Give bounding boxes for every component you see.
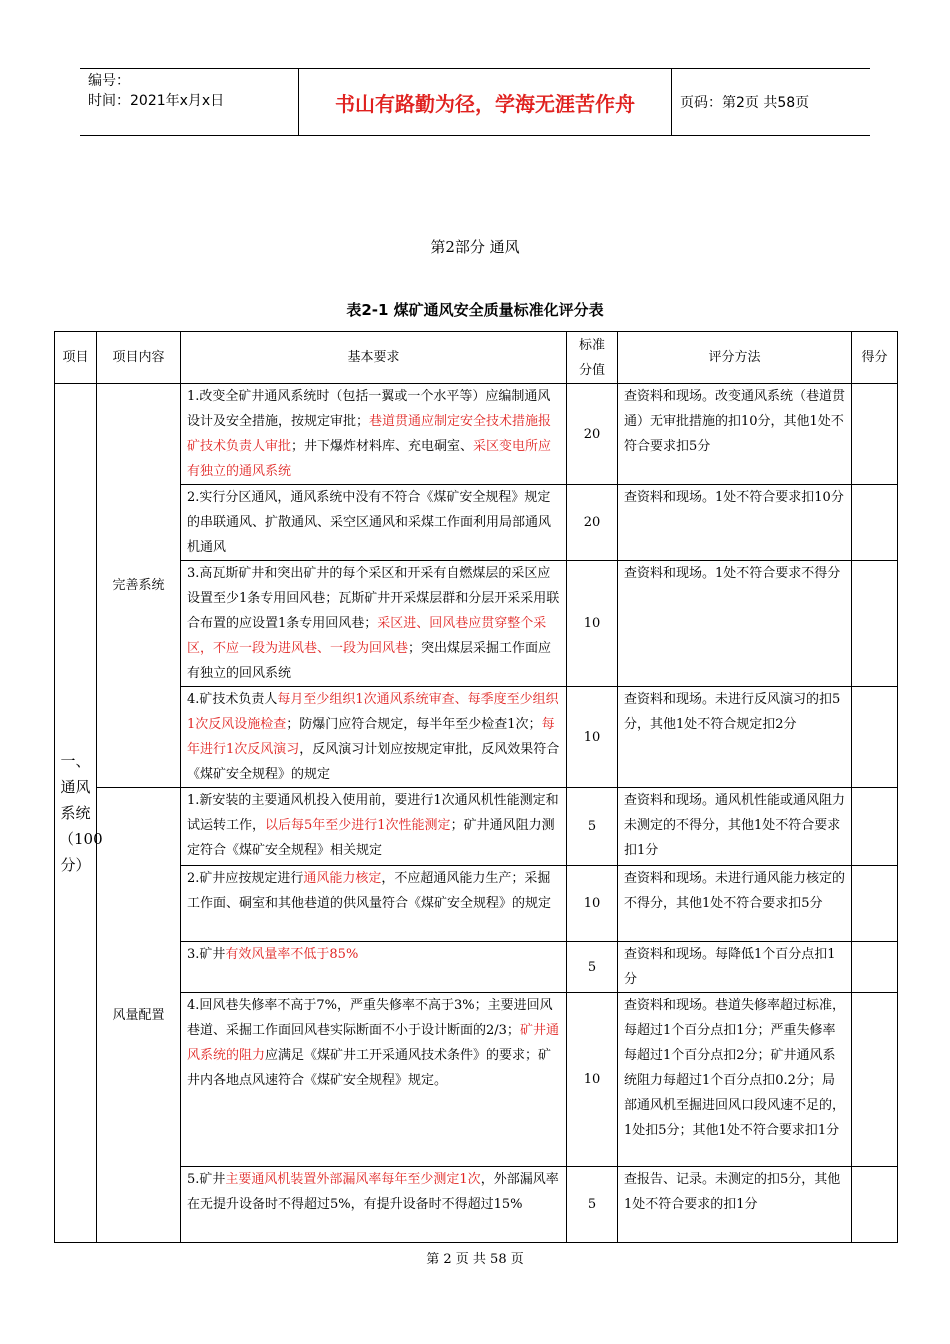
table-row	[55, 788, 898, 866]
table-body	[55, 384, 898, 1243]
header-content: 项目内容	[97, 332, 181, 384]
group-label: 风量配置	[97, 788, 181, 1243]
method-cell: 查资料和现场。未进行反风演习的扣5分，其他1处不符合规定扣2分	[618, 687, 852, 788]
result-cell[interactable]	[852, 561, 898, 687]
requirement-cell	[181, 384, 567, 485]
result-cell[interactable]	[852, 993, 898, 1167]
method-cell: 查报告、记录。未测定的扣5分，其他1处不符合要求的扣1分	[618, 1167, 852, 1243]
requirement-cell	[181, 788, 567, 866]
result-cell[interactable]	[852, 788, 898, 866]
requirement-text: 1.新安装的主要通风机投入使用前，要进行1次通风机性能测定和试运转工作，	[187, 793, 559, 833]
requirement-text: 4.矿技术负责人	[187, 692, 278, 707]
highlighted-text: 巷道贯通应制定安全技术措施报矿技术负责人审批	[187, 414, 552, 454]
page-footer: 第 2 页 共 58 页	[426, 1252, 524, 1267]
scoring-table	[54, 331, 898, 1243]
highlighted-text: 采区变电所应有独立的通风系统	[187, 439, 552, 479]
highlighted-text: 通风能力核定	[303, 871, 382, 886]
table-row	[55, 561, 898, 687]
result-cell[interactable]	[852, 942, 898, 993]
date-label: 时间：2021年x月x日	[88, 93, 225, 109]
requirement-text: ；突出煤层采掘工作面应有独立的回风系统	[187, 641, 552, 681]
header-score: 标准分值	[567, 332, 618, 384]
score-cell: 5	[567, 942, 618, 993]
requirement-text: ；防爆门应符合规定，每半年至少检查1次；	[286, 717, 542, 732]
requirement-cell	[181, 993, 567, 1167]
score-cell: 5	[567, 788, 618, 866]
group-label: 完善系统	[97, 384, 181, 788]
header-info	[80, 69, 299, 135]
highlighted-text: 主要通风机装置外部漏风率每年至少测定1次	[225, 1172, 481, 1187]
result-cell[interactable]	[852, 866, 898, 942]
score-cell: 5	[567, 1167, 618, 1243]
method-cell: 查资料和现场。巷道失修率超过标准，每超过1个百分点扣1分；严重失修率每超过1个百分点扣2分；矿井通风系统阻力每超过1个百分点扣0.2分；局部通风机至掘进回风口段风速不足的，1处扣5分；其他1处不符合要求扣1分	[618, 993, 852, 1167]
requirement-cell	[181, 485, 567, 561]
header-method: 评分方法	[618, 332, 852, 384]
requirement-text: ，外部漏风率在无提升设备时不得超过5%，有提升设备时不得超过15%	[187, 1172, 559, 1212]
score-cell: 10	[567, 993, 618, 1167]
requirement-text: ，反风演习计划应按规定审批，反风效果符合《煤矿安全规程》的规定	[187, 742, 560, 782]
requirement-cell	[181, 866, 567, 942]
requirement-text: 3.高瓦斯矿井和突出矿井的每个采区和开采有自燃煤层的采区应设置至少1条专用回风巷；瓦斯矿井开采煤层群和分层开采采用联合布置的应设置1条专用回风巷；	[187, 566, 560, 631]
number-label: 编号：	[88, 73, 130, 89]
table-row	[55, 942, 898, 993]
part-title: 第2部分 通风	[430, 238, 520, 256]
table-row	[55, 687, 898, 788]
highlighted-text: 有效风量率不低于85%	[225, 947, 359, 962]
requirement-text: ；矿井通风阻力测定符合《煤矿安全规程》相关规定	[187, 818, 555, 858]
result-cell[interactable]	[852, 485, 898, 561]
table-row	[55, 1167, 898, 1243]
method-cell: 查资料和现场。通风机性能或通风阻力未测定的不得分，其他1处不符合要求扣1分	[618, 788, 852, 866]
highlighted-text: 矿井通风系统的阻力	[187, 1023, 559, 1063]
requirement-text: ；井下爆炸材料库、充电硐室、	[291, 439, 474, 454]
score-cell: 20	[567, 485, 618, 561]
header-page-label: 页码：第2页 共58页	[680, 95, 810, 111]
requirement-text: 3.矿井	[187, 947, 226, 962]
highlighted-text: 以后每5年至少进行1次性能测定	[265, 818, 451, 833]
table-header-row	[55, 332, 898, 384]
method-cell: 查资料和现场。改变通风系统（巷道贯通）无审批措施的扣10分，其他1处不符合要求扣5分	[618, 384, 852, 485]
header-result: 得分	[852, 332, 898, 384]
table-row	[55, 993, 898, 1167]
result-cell[interactable]	[852, 687, 898, 788]
section-label: 一、通风系统（100分）	[55, 384, 97, 1243]
requirement-text: 1.改变全矿井通风系统时（包括一翼或一个水平等）应编制通风设计及安全措施，按规定审批；	[187, 389, 551, 429]
method-cell: 查资料和现场。1处不符合要求不得分	[618, 561, 852, 687]
score-cell: 10	[567, 561, 618, 687]
requirement-text: ，不应超通风能力生产；采掘工作面、硐室和其他巷道的供风量符合《煤矿安全规程》的规定	[187, 871, 552, 911]
requirement-cell	[181, 687, 567, 788]
table-title: 表2-1 煤矿通风安全质量标准化评分表	[346, 301, 604, 319]
header-motto: 书山有路勤为径，学海无涯苦作舟	[299, 69, 672, 135]
table-row	[55, 866, 898, 942]
score-cell: 10	[567, 866, 618, 942]
highlighted-text: 每年进行1次反风演习	[187, 717, 555, 757]
score-cell: 10	[567, 687, 618, 788]
table-row	[55, 485, 898, 561]
highlighted-text: 采区进、回风巷应贯穿整个采区，不应一段为进风巷、一段为回风巷	[187, 616, 547, 656]
result-cell[interactable]	[852, 1167, 898, 1243]
highlighted-text: 每月至少组织1次通风系统审查、每季度至少组织1次反风设施检查	[187, 692, 559, 732]
requirement-cell	[181, 561, 567, 687]
requirement-cell	[181, 942, 567, 993]
result-cell[interactable]	[852, 384, 898, 485]
table-row	[55, 384, 898, 485]
requirement-cell	[181, 1167, 567, 1243]
page-header	[80, 68, 870, 136]
method-cell: 查资料和现场。1处不符合要求扣10分	[618, 485, 852, 561]
score-cell: 20	[567, 384, 618, 485]
requirement-text: 5.矿井	[187, 1172, 226, 1187]
requirement-text: 2.实行分区通风，通风系统中没有不符合《煤矿安全规程》规定的串联通风、扩散通风、采空区通风和采煤工作面利用局部通风机通风	[187, 490, 552, 555]
requirement-text: 2.矿井应按规定进行	[187, 871, 304, 886]
method-cell: 查资料和现场。未进行通风能力核定的不得分，其他1处不符合要求扣5分	[618, 866, 852, 942]
method-cell: 查资料和现场。每降低1个百分点扣1分	[618, 942, 852, 993]
header-requirement: 基本要求	[181, 332, 567, 384]
header-item: 项目	[55, 332, 97, 384]
requirement-text: 4.回风巷失修率不高于7%，严重失修率不高于3%；主要进回风巷道、采掘工作面回风巷实际断面不小于设计断面的2/3；	[187, 998, 553, 1038]
requirement-text: 应满足《煤矿井工开采通风技术条件》的要求；矿井内各地点风速符合《煤矿安全规程》规定。	[187, 1048, 552, 1088]
